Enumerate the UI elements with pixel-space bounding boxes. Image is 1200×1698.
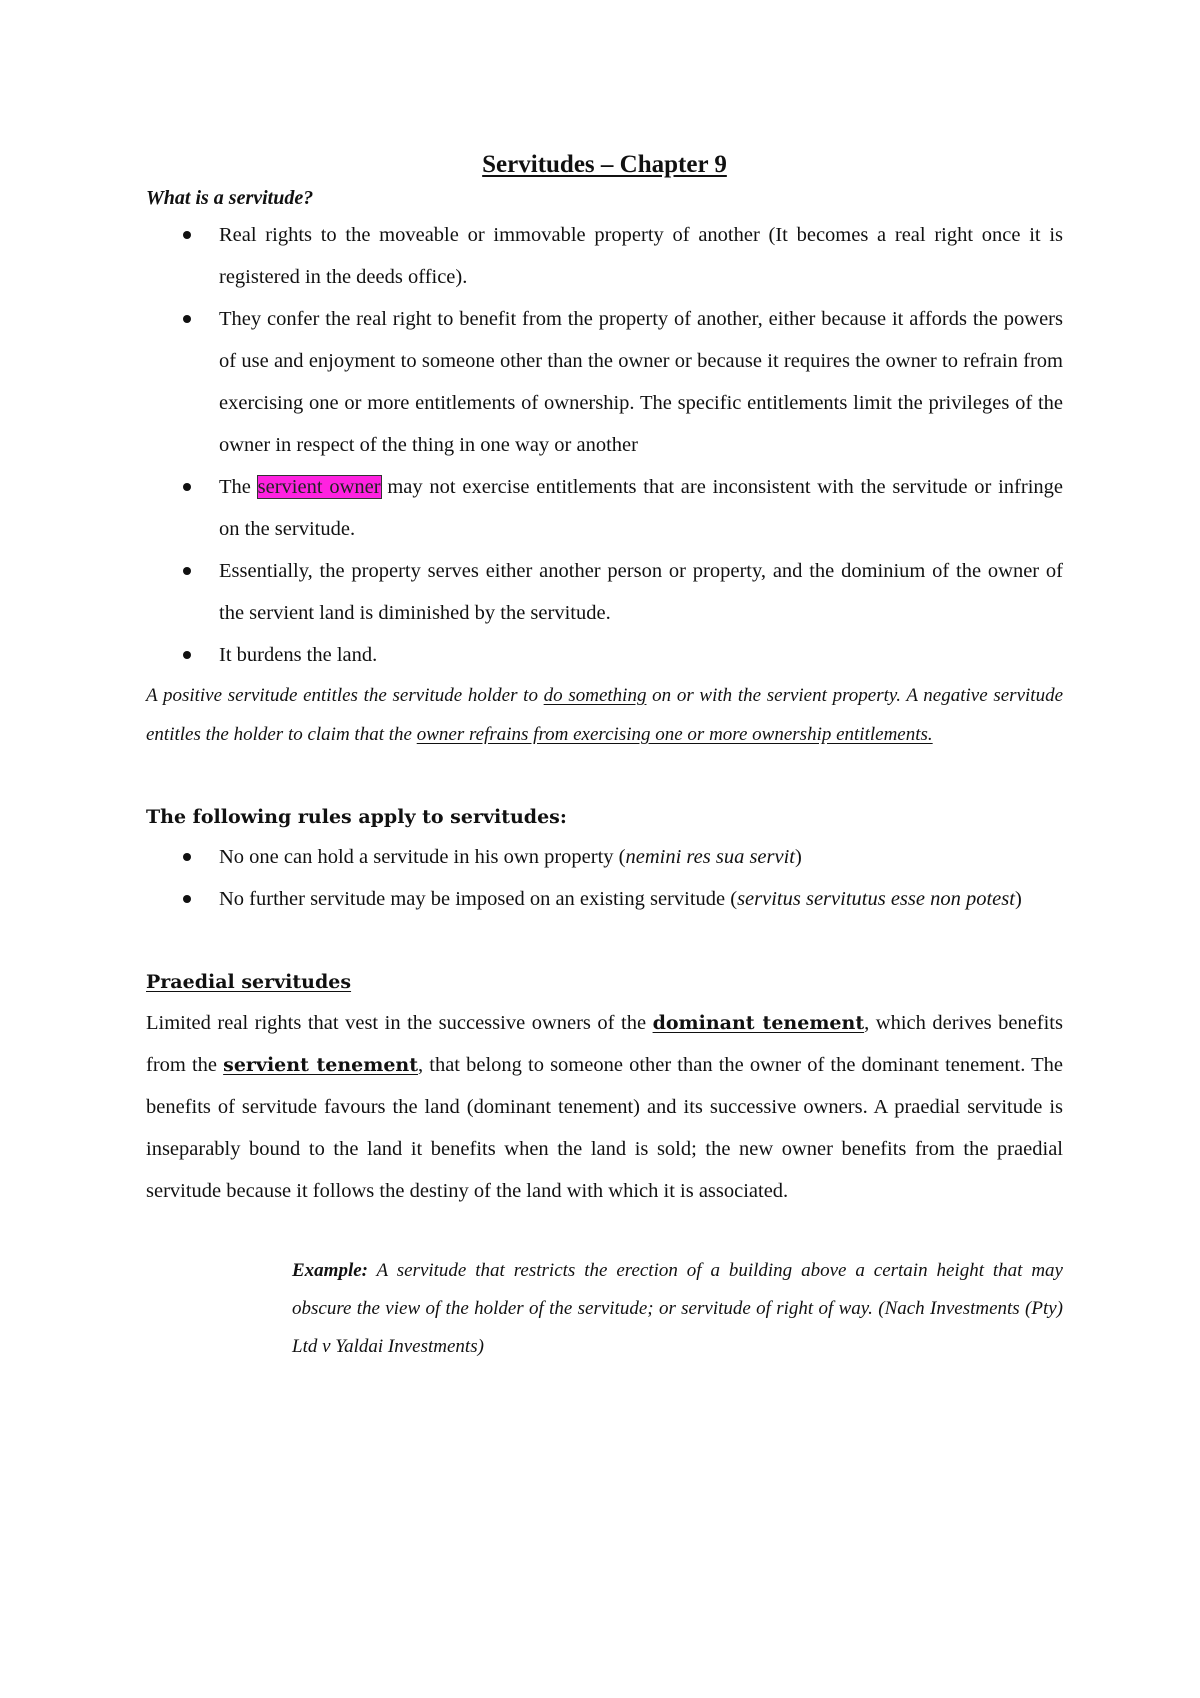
page-title: Servitudes – Chapter 9 [482,151,727,178]
list-item-text: Real rights to the moveable or immovable property of another (It becomes a real right once it is registered in the deeds office). [219,224,1063,288]
paragraph-text: Limited real rights that vest in the successive owners of the [146,1012,653,1034]
rules-list [146,836,1063,920]
bullet-icon [183,895,191,903]
latin-maxim: nemini res sua servit [625,846,795,868]
list-item [146,878,1063,920]
document-content [146,146,1063,1366]
section-heading: Praedial servitudes [146,971,352,993]
latin-maxim: servitus servitutus esse non potest [737,888,1015,910]
list-item-text-start: The [219,476,258,498]
paragraph-text: , that belong to someone other than the owner of the dominant tenement. The benefits of servitude favours the land (dominant tenement) and its successive owners. A praedial servitude is inseparably bound to the land it benefits when the land is sold; the new owner benefits from the praedial servitude because it follows the destiny of the land with which it is associated. [146,1054,1063,1202]
list-item-text-end: may not exercise entitlements that are inconsistent with the servitude or infringe on the servitude. [219,476,1064,540]
question-heading: What is a servitude? [146,187,314,209]
paragraph-text: , which derives benefits from the [146,1012,1063,1076]
list-item [146,550,1063,634]
positive-negative-paragraph [146,676,1063,754]
list-item-text: No further servitude may be imposed on an existing servitude ( [219,888,738,910]
bullet-icon [183,651,191,659]
paragraph-text: A positive servitude entitles the servitude holder to [146,685,544,706]
list-item-text: They confer the real right to benefit from the property of another, either because it affords the powers of use and enjoyment to someone other than the owner or because it requires the owner to refrain from exercising one or more entitlements of ownership. The specific entitlements limit the privileges of the owner in respect of the thing in one way or another [219,308,1063,456]
example-text: A servitude that restricts the erection of a building above a certain height that may obscure the view of the holder of the servitude; or servitude of right of way. (Nach Investments (Pty) Ltd v Yaldai Investments) [292,1260,1063,1357]
key-term: servient tenement [223,1054,419,1076]
bullet-icon [183,231,191,239]
underlined-phrase: owner refrains from exercising one or more ownership entitlements. [416,724,933,745]
example-label: Example: [292,1260,368,1281]
list-item-text: ) [795,846,802,868]
bullet-icon [183,315,191,323]
list-item-text: No one can hold a servitude in his own property ( [219,846,626,868]
bullet-icon [183,567,191,575]
underlined-phrase: do something [543,685,647,706]
list-item-text: Essentially, the property serves either another person or property, and the dominium of the owner of the servient land is diminished by the servitude. [219,560,1063,624]
bullet-icon [183,853,191,861]
list-item-text: ) [1014,888,1022,910]
list-item [146,634,1063,676]
list-item [146,466,1063,550]
list-item [146,836,1063,878]
bullet-icon [183,483,191,491]
list-item [146,214,1063,298]
definition-list [146,214,1063,676]
example-block [292,1252,1063,1366]
highlighted-term: servient owner [257,476,381,498]
praedial-paragraph [146,1002,1063,1212]
paragraph-text: on or with the servient property. A negative servitude entitles the holder to claim that the [146,685,1063,745]
list-item-text: It burdens the land. [219,644,378,666]
rules-heading: The following rules apply to servitudes: [146,806,567,828]
list-item [146,298,1063,466]
key-term: dominant tenement [652,1012,865,1034]
